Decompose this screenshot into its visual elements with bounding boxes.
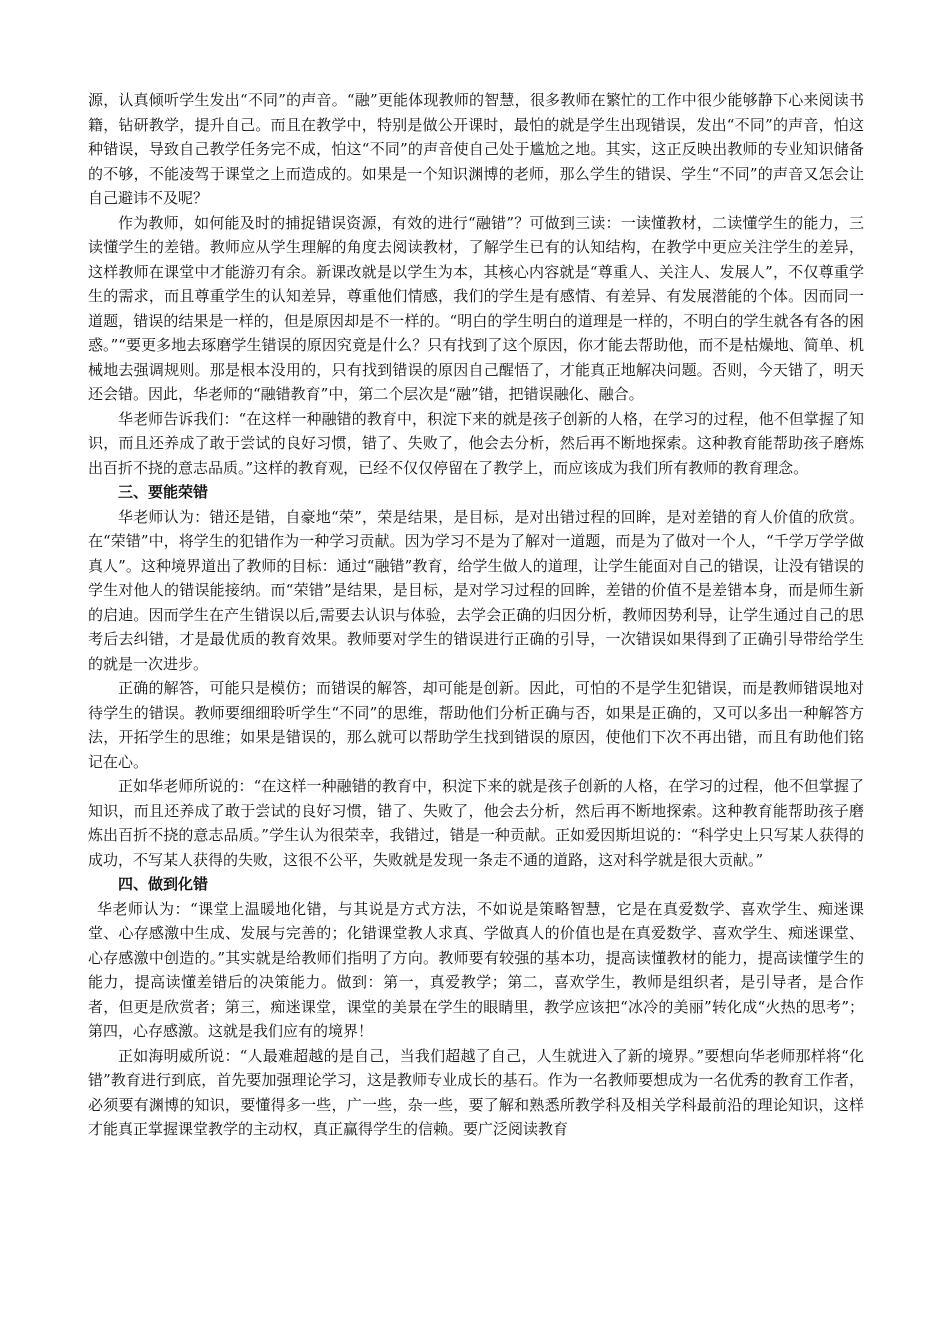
document-page <box>88 88 864 1142</box>
section-heading-3: 三、要能荣错 <box>118 483 209 501</box>
paragraph-three-readings: 作为教师，如何能及时的捕捉错误资源，有效的进行“融错”？可做到三读：一读懂教材，二读懂学生的能力，三读懂学生的差错。教师应从学生理解的角度去阅读教材，了解学生已有的认知结构，在教学中更应关注学生的差异，这样教师在课堂中才能游刃有余。新课改就是以学生为本，其核心内容就是“尊重人、关注人、发展人”，不仅尊重学生的需求，而且尊重学生的认知差异，尊重他们情感，我们的学生是有感情、有差异、有发展潜能的个体。因而同一道题，错误的结果是一样的，但是原因却是不一样的。“明白的学生明白的道理是一样的，不明白的学生就各有各的困惑。”“要更多地去琢磨学生错误的原因究竟是什么？只有找到了这个原因，你才能去帮助他，而不是枯燥地、简单、机械地去强调规则。那是根本没用的，只有找到错误的原因自己醒悟了，才能真正地解决问题。否则，今天错了，明天还会错。因此，华老师的“融错教育”中，第二个层次是“融”错，把错误融化、融合。 <box>88 213 864 403</box>
paragraph-einstein-quote: 正如华老师所说的：“在这样一种融错的教育中，积淀下来的就是孩子创新的人格，在学习的过程，他不但掌握了知识，而且还养成了敢于尝试的良好习惯，错了、失败了，他会去分析，然后再不断地探索。这种教育能帮助孩子磨炼出百折不挠的意志品质。”学生认为很荣幸，我错过，错是一种贡献。正如爱因斯坦说的：“科学史上只写某人获得的成功，不写某人获得的失败，这很不公平，失败就是发现一条走不通的道路，这对科学就是很大贡献。” <box>88 777 864 869</box>
paragraph-rong-cuo: 华老师认为：错还是错，自豪地“荣”，荣是结果，是目标，是对出错过程的回眸，是对差错的育人价值的欣赏。在“荣错”中，将学生的犯错作为一种学习贡献。因为学习不是为了解对一道题，而是为了做对一个人，“千学万学学做真人”。这种境界道出了教师的目标：通过“融错”教育，给学生做人的道理，让学生能面对自己的错误，让没有错误的学生对他人的错误能接纳。而“荣错”是结果，是目标，是对学习过程的回眸，差错的价值不是差错本身，而是师生新的启迪。因而学生在产生错误以后,需要去认识与体验，去学会正确的归因分析，教师因势利导，让学生通过自己的思考后去纠错，才是最优质的教育效果。教师要对学生的错误进行正确的引导，一次错误如果得到了正确引导带给学生的就是一次进步。 <box>88 507 864 673</box>
paragraph-hua-quote: 华老师告诉我们：“在这样一种融错的教育中，积淀下来的就是孩子创新的人格，在学习的过程，他不但掌握了知识，而且还养成了敢于尝试的良好习惯，错了、失败了，他会去分析，然后再不断地探索。这种教育能帮助孩子磨炼出百折不挠的意志品质。”这样的教育观，已经不仅仅停留在了教学上，而应该成为我们所有教师的教育理念。 <box>88 409 864 477</box>
paragraph-hemingway-quote: 正如海明威所说：“人最难超越的是自己，当我们超越了自己，人生就进入了新的境界。”要想向华老师那样将“化错”教育进行到底，首先要加强理论学习，这是教师专业成长的基石。作为一名教师要想成为一名优秀的教育工作者，必须要有渊博的知识，要懂得多一些，广一些，杂一些，要了解和熟悉所教学科及相关学科最前沿的理论知识，这样才能真正掌握课堂教学的主动权，真正赢得学生的信赖。要广泛阅读教育 <box>88 1046 864 1138</box>
paragraph-hua-cuo: 华老师认为：“课堂上温暖地化错，与其说是方式方法，不如说是策略智慧，它是在真爱数学、喜欢学生、痴迷课堂、心存感激中生成、发展与完善的；化错课堂教人求真、学做真人的价值也是在真爱数学、喜欢学生、痴迷课堂、心存感激中创造的。”其实就是给教师们指明了方向。教师要有较强的基本功，提高读懂教材的能力，提高读懂学生的能力，提高读懂差错后的决策能力。做到：第一，真爱教学；第二，喜欢学生，教师是组织者，是引导者，是合作者，但更是欣赏者；第三，痴迷课堂，课堂的美景在学生的眼睛里，教学应该把“冰冷的美丽”转化成“火热的思考”；第四，心存感激。这就是我们应有的境界！ <box>88 899 864 1040</box>
paragraph-correct-answer: 正确的解答，可能只是模仿；而错误的解答，却可能是创新。因此，可怕的不是学生犯错误，而是教师错误地对待学生的错误。教师要细细聆听学生“不同”的思维，帮助他们分析正确与否，如果是正确的，又可以多出一种解答方法，开拓学生的思维；如果是错误的，那么就可以帮助学生找到错误的原因，使他们下次不再出错，而且有助他们铭记在心。 <box>88 679 864 771</box>
paragraph-continuation: 源，认真倾听学生发出“不同”的声音。“融”更能体现教师的智慧，很多教师在繁忙的工作中很少能够静下心来阅读书籍，钻研教学，提升自己。而且在教学中，特别是做公开课时，最怕的就是学生出现错误，发出“不同”的声音，怕这种错误，导致自己教学任务完不成，怕这“不同”的声音使自己处于尴尬之地。其实，这正反映出教师的专业知识储备的不够，不能凌驾于课堂之上而造成的。如果是一个知识渊博的老师，那么学生的错误、学生“不同”的声音又怎会让自己避讳不及呢？ <box>88 91 864 207</box>
section-heading-4: 四、做到化错 <box>118 875 209 893</box>
